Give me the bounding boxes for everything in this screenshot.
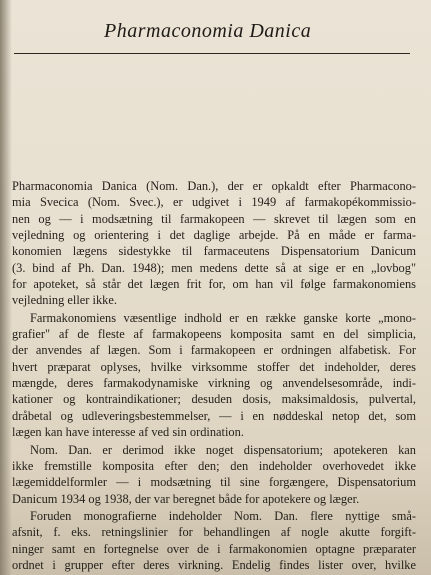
text-line: vejledning eller ikke. [12,293,117,308]
body-text [12,178,416,573]
text-line: hvert præparat oplyses, hvilke virksomme stoffer det indeholder, deres [12,359,416,374]
text-line: ordnet i grupper efter deres virkning. Endelig findes lister over, hvilke [12,557,416,572]
text-line: Farmakonomiens væsentlige indhold er en række ganske korte „mono- [30,310,416,325]
text-line: (3. bind af Ph. Dan. 1948); men medens dette så at sige er en „lovbog" [12,260,416,275]
text-line: dråbetal og udleveringsbestemmelser, — i en nøddeskal netop det, som [12,408,416,423]
text-line: mia Svecica (Nom. Svec.), er udgivet i 1949 af farmakopékommissio- [12,195,416,210]
text-line: Danicum 1934 og 1938, der var beregnet både for apotekere og læger. [12,491,360,506]
text-line: ninger samt en fortegnelse over de i farmakonomien optagne præparater [12,541,416,556]
page-gutter-shadow [0,0,12,575]
text-line: lægen kan have interesse af ved sin ordination. [12,425,244,440]
text-line: kationer og kontraindikationer; desuden dosis, maksimaldosis, pulvertal, [12,392,416,407]
text-line: nen og — i modsætning til farmakopeen — skrevet til lægen som en [12,211,416,226]
text-line: mængde, deres farmakodynamiske virkning og anvendelsesområde, indi- [12,376,416,391]
text-line: Nom. Dan. er derimod ikke noget dispensatorium; apotekeren kan [30,442,416,457]
text-line: lægemiddelformler — i modsætning til sine forgængere, Dispensatorium [12,475,416,490]
text-line: Foruden monografierne indeholder Nom. Dan. flere nyttige små- [30,508,416,523]
header-rule [14,53,410,54]
text-line: Pharmaconomia Danica (Nom. Dan.), der er opkaldt efter Pharmacono- [12,179,416,193]
text-line: afsnit, f. eks. retningslinier for behandlingen af nogle akutte forgift- [12,525,416,540]
text-line: ikke fremstille komposita efter den; den indeholder overhovedet ikke [12,458,416,473]
text-line: vejledning og orientering i det daglige arbejde. På en måde er farma- [12,228,416,243]
text-line: der anvendes af lægen. Som i farmakopeen er ordningen alfabetisk. For [12,343,416,358]
text-line: konomien lægens sidestykke til farmaceutens Dispensatorium Danicum [12,244,416,259]
text-line: for apoteket, så står det lægen frit for, om han vil følge farmakonomiens [12,277,416,292]
text-line: grafier" af de fleste af farmakopeens komposita samt en del simplicia, [12,327,416,342]
running-header: Pharmaconomia Danica [104,20,312,42]
